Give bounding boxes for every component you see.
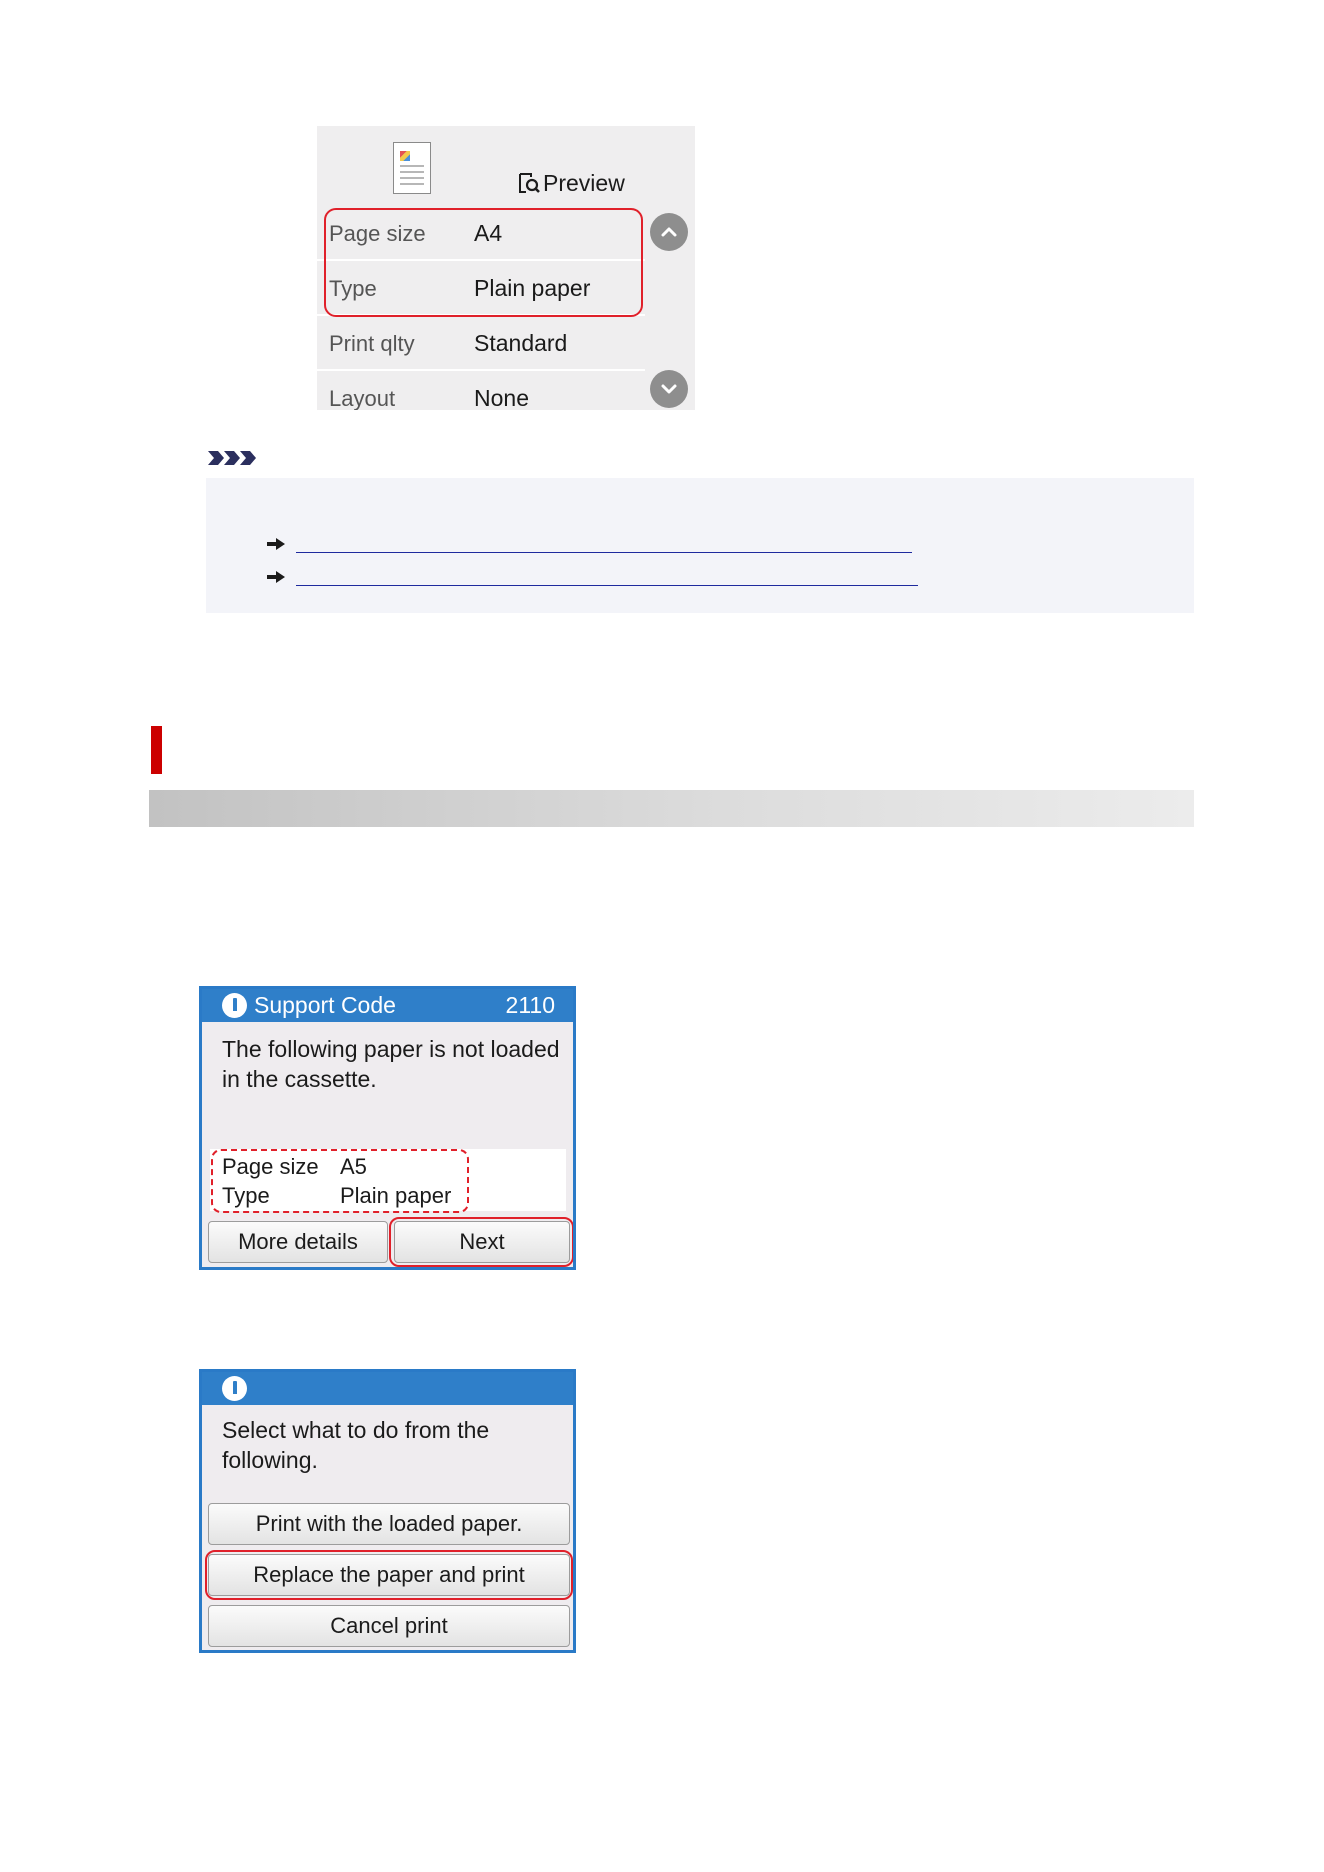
support-code-dialog [199, 986, 576, 1270]
note-link-text[interactable] [296, 568, 918, 586]
print-settings-screen [317, 126, 695, 410]
selection-highlight-frame [389, 1217, 574, 1267]
document-thumbnail-icon [393, 142, 431, 194]
info-label: Page size [222, 1154, 319, 1179]
setting-value: None [474, 385, 529, 410]
dialog-title: Support Code [254, 992, 396, 1018]
preview-magnifier-icon [517, 171, 541, 195]
scroll-down-button[interactable] [650, 370, 688, 408]
setting-row-print-quality[interactable] [317, 318, 645, 371]
preview-button[interactable] [517, 168, 625, 198]
setting-value: Plain paper [474, 275, 591, 301]
info-value: A5 [340, 1154, 367, 1179]
dialog-message [222, 1415, 489, 1475]
setting-row-layout[interactable] [317, 373, 645, 410]
print-with-loaded-paper-button[interactable]: Print with the loaded paper. [208, 1503, 570, 1545]
info-value: Plain paper [340, 1183, 452, 1208]
chevron-up-icon [658, 221, 680, 243]
next-button[interactable]: Next [394, 1221, 570, 1263]
message-line: The following paper is not loaded [222, 1036, 560, 1062]
message-line: Select what to do from the [222, 1417, 490, 1443]
arrow-right-icon [266, 569, 286, 585]
section-heading-marker [151, 726, 162, 774]
setting-label: Print qlty [329, 331, 415, 356]
note-icon [206, 449, 262, 467]
dialog-message [222, 1034, 560, 1094]
paper-mismatch-choice-dialog [199, 1369, 576, 1653]
setting-label: Type [329, 276, 377, 301]
setting-value: A4 [474, 220, 503, 246]
setting-value: Standard [474, 330, 568, 356]
setting-label: Page size [329, 221, 426, 246]
message-line: following. [222, 1447, 318, 1473]
section-subheading-band [149, 790, 1194, 827]
selection-highlight-frame [205, 1550, 573, 1600]
note-link-2[interactable] [266, 568, 918, 586]
replace-paper-and-print-button[interactable]: Replace the paper and print [208, 1554, 570, 1596]
note-link-text[interactable] [296, 535, 912, 553]
exclamation-icon [222, 993, 247, 1018]
dashed-highlight-frame [211, 1149, 469, 1213]
message-line: in the cassette. [222, 1066, 377, 1092]
dialog-titlebar [202, 989, 573, 1022]
support-code-number: 2110 [505, 992, 555, 1018]
cancel-print-button[interactable]: Cancel print [208, 1605, 570, 1647]
info-label: Type [222, 1183, 270, 1208]
arrow-right-icon [266, 536, 286, 552]
dialog-titlebar [202, 1372, 573, 1405]
note-link-1[interactable] [266, 535, 912, 553]
note-box [206, 478, 1194, 613]
exclamation-icon [222, 1376, 247, 1401]
more-details-button[interactable]: More details [208, 1221, 388, 1263]
highlight-frame [324, 208, 643, 317]
scroll-up-button[interactable] [650, 213, 688, 251]
preview-label: Preview [543, 169, 625, 196]
chevron-down-icon [658, 378, 680, 400]
setting-label: Layout [329, 386, 396, 410]
